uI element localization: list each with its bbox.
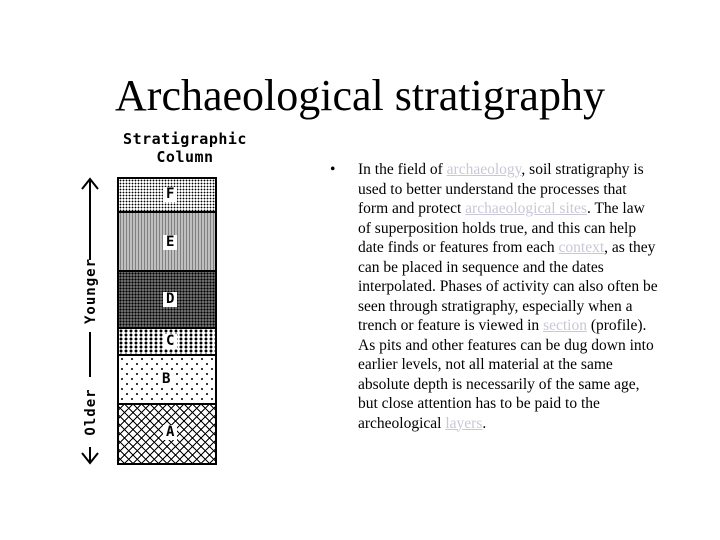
stratigraphic-column-figure xyxy=(76,130,256,470)
slide-title: Archaeological stratigraphy xyxy=(115,71,605,120)
link-section[interactable]: section xyxy=(543,317,587,334)
link-archaeology[interactable]: archaeology xyxy=(446,161,522,178)
body-text xyxy=(358,161,658,432)
layer-label: F xyxy=(163,187,177,202)
layer-e xyxy=(119,213,215,272)
stratigraphic-column xyxy=(117,177,217,465)
axis-label-younger: Younger xyxy=(83,257,99,324)
layer-c xyxy=(119,329,215,356)
text-segment: (profile). As pits and other features can be dug down into earlier levels, not all material at the same absolute depth is necessarily of the same age, but close attention has to be paid to the archeological xyxy=(358,317,654,432)
bullet-item xyxy=(330,160,660,433)
axis-label-older: Older xyxy=(83,388,99,436)
text-segment: , soil stratigraphy is used to better understand the processes that form and protect xyxy=(358,161,644,217)
bullet-dot: • xyxy=(330,161,336,178)
figure-caption xyxy=(76,130,256,166)
layer-f xyxy=(119,179,215,213)
layer-d xyxy=(119,272,215,329)
bullet-list xyxy=(330,160,660,433)
layer-label: A xyxy=(163,425,177,440)
link-archaeological-sites[interactable]: archaeological sites xyxy=(465,200,587,217)
layer-label: D xyxy=(163,292,177,307)
text-segment: In the field of xyxy=(358,161,447,178)
figure-caption-line1: Stratigraphic xyxy=(123,130,247,148)
layer-a xyxy=(119,405,215,465)
age-axis xyxy=(76,177,106,465)
layer-label: B xyxy=(159,372,173,387)
link-layers[interactable]: layers xyxy=(445,414,483,432)
text-segment: . The law of superposition holds true, and this can help date finds or features from each xyxy=(358,200,645,256)
layer-label: C xyxy=(163,334,177,349)
layer-b xyxy=(119,356,215,405)
link-context[interactable]: context xyxy=(558,239,605,256)
figure-caption-line2: Column xyxy=(156,148,214,166)
text-segment: , as they can be placed in sequence and the dates interpolated. Phases of activity can also often be seen through stratigraphy, especially when a trench or feature is viewed in xyxy=(358,239,658,334)
text-segment: . xyxy=(482,414,487,432)
layer-label: E xyxy=(163,235,177,250)
